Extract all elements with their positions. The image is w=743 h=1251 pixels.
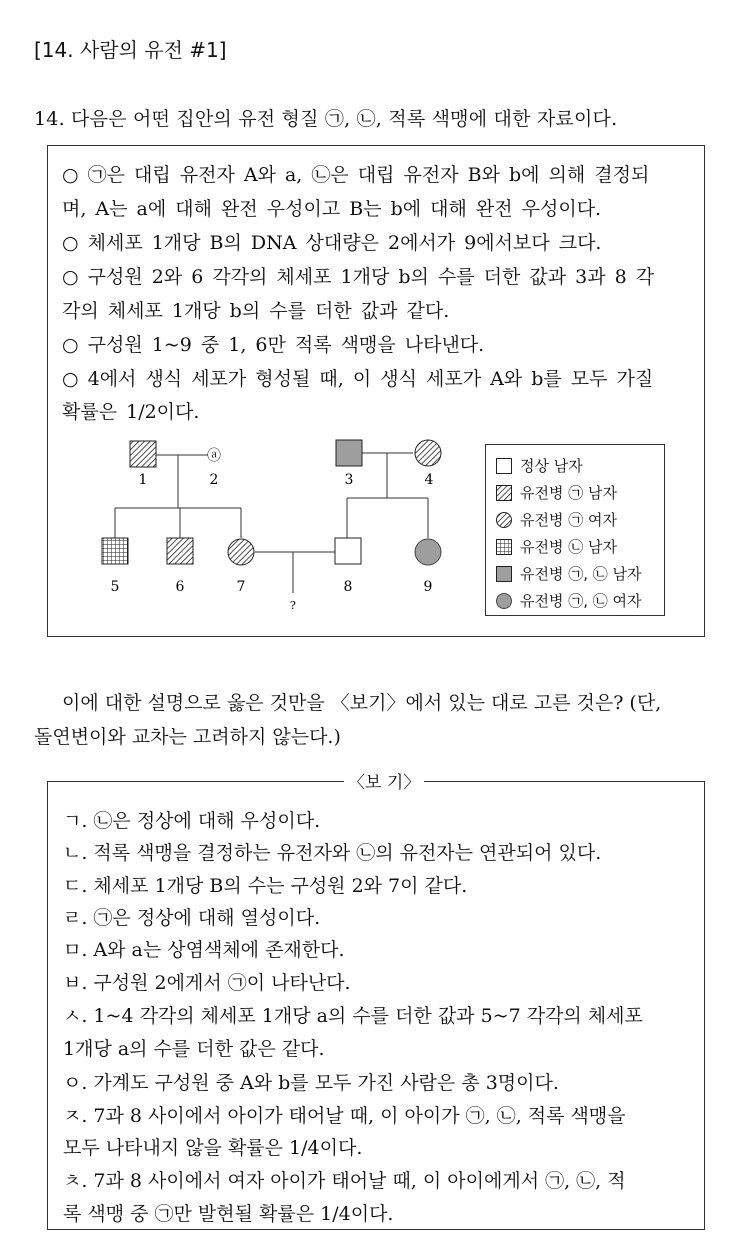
choice-item: 모두 나타내지 않을 확률은 1/4이다. — [63, 1137, 363, 1159]
member-4-symbol — [415, 440, 441, 466]
choice-item: 1개당 a의 수를 더한 값은 같다. — [63, 1038, 325, 1060]
choice-item: 록 색맹 중 ㉠만 발현될 확률은 1/4이다. — [63, 1203, 394, 1225]
grid-male-icon — [496, 539, 512, 555]
choice-item: ㅊ. 7과 8 사이에서 여자 아이가 태어날 때, 이 아이에게서 ㉠, ㉡, 적 — [63, 1170, 626, 1192]
member-8-symbol — [335, 538, 361, 564]
choice-item: ㅁ. A와 a는 상염색체에 존재한다. — [63, 939, 345, 961]
member-5-symbol — [102, 538, 128, 564]
choice-item: ㄱ. ㉡은 정상에 대해 우성이다. — [63, 810, 321, 832]
member-1-symbol — [130, 441, 156, 467]
legend-item — [496, 590, 642, 611]
page-title: [14. 사람의 유전 #1] — [34, 38, 227, 62]
choices-title: 〈보 기〉 — [344, 768, 424, 793]
legend-label: 정상 남자 — [520, 457, 583, 475]
legend-item — [496, 482, 617, 503]
legend-label: 유전병 ㉠, ㉡ 남자 — [520, 565, 642, 583]
member-7-label: 7 — [236, 579, 246, 595]
member-9-symbol — [415, 539, 441, 565]
choice-item: ㅇ. 가계도 구성원 중 A와 b를 모두 가진 사람은 총 3명이다. — [63, 1072, 559, 1094]
legend-item — [496, 455, 583, 476]
question-stem: 14. 다음은 어떤 집안의 유전 형질 ㉠, ㉡, 적록 색맹에 대한 자료이다. — [34, 108, 618, 130]
member-4-label: 4 — [424, 472, 434, 488]
member-2-marker: ⓐ — [207, 448, 221, 464]
legend-label: 유전병 ㉠, ㉡ 여자 — [520, 592, 642, 610]
info-line: 며, A는 a에 대해 완전 우성이고 B는 b에 대해 완전 우성이다. — [62, 198, 602, 220]
info-line: ○ ㉠은 대립 유전자 A와 a, ㉡은 대립 유전자 B와 b에 의해 결정되 — [62, 164, 650, 186]
member-6-symbol — [167, 538, 193, 564]
pedigree-chart — [95, 428, 489, 628]
legend-item — [496, 563, 642, 584]
member-3-symbol — [336, 440, 362, 466]
choice-item: ㅂ. 구성원 2에게서 ㉠이 나타난다. — [63, 972, 351, 994]
member-6-label: 6 — [175, 579, 185, 595]
info-line: 확률은 1/2이다. — [62, 401, 200, 423]
choice-item: ㅅ. 1~4 각각의 체세포 1개당 a의 수를 더한 값과 5~7 각각의 체세포 — [63, 1005, 643, 1027]
choice-item: ㄷ. 체세포 1개당 B의 수는 구성원 2와 7이 같다. — [63, 875, 468, 897]
member-5-label: 5 — [110, 579, 120, 595]
member-8-label: 8 — [343, 579, 353, 595]
member-1-label: 1 — [138, 472, 148, 488]
pedigree-legend — [485, 444, 665, 616]
info-line: ○ 구성원 2와 6 각각의 체세포 1개당 b의 수를 더한 값과 3과 8 각 — [62, 266, 655, 288]
choice-item: ㄹ. ㉠은 정상에 대해 열성이다. — [63, 907, 321, 929]
prompt-line: 돌연변이와 교차는 고려하지 않는다.) — [34, 726, 341, 748]
info-line: ○ 4에서 생식 세포가 형성될 때, 이 생식 세포가 A와 b를 모두 가질 — [62, 368, 654, 390]
hatched-male-icon — [496, 485, 512, 501]
choice-item: ㅈ. 7과 8 사이에서 아이가 태어날 때, 이 아이가 ㉠, ㉡, 적록 색맹을 — [63, 1105, 626, 1127]
legend-item — [496, 509, 617, 530]
member-7-symbol — [228, 539, 254, 565]
member-2-label: 2 — [209, 472, 219, 488]
legend-label: 유전병 ㉠ 남자 — [520, 484, 617, 502]
info-line: 각의 체세포 1개당 b의 수를 더한 값과 같다. — [62, 300, 450, 322]
prompt-line: 이에 대한 설명으로 옳은 것만을 〈보기〉에서 있는 대로 고른 것은? (단, — [62, 692, 662, 714]
info-line: ○ 체세포 1개당 B의 DNA 상대량은 2에서가 9에서보다 크다. — [62, 232, 602, 254]
member-9-label: 9 — [423, 579, 433, 595]
hatched-female-icon — [496, 512, 512, 528]
member-3-label: 3 — [344, 472, 354, 488]
legend-label: 유전병 ㉡ 남자 — [520, 538, 617, 556]
gray-male-icon — [496, 566, 512, 582]
info-line: ○ 구성원 1~9 중 1, 6만 적록 색맹을 나타낸다. — [62, 334, 485, 356]
normal-male-icon — [496, 458, 512, 474]
choice-item: ㄴ. 적록 색맹을 결정하는 유전자와 ㉡의 유전자는 연관되어 있다. — [63, 842, 602, 864]
legend-label: 유전병 ㉠ 여자 — [520, 511, 617, 529]
legend-item — [496, 536, 617, 557]
child-label: ? — [290, 599, 296, 612]
gray-female-icon — [496, 593, 512, 609]
